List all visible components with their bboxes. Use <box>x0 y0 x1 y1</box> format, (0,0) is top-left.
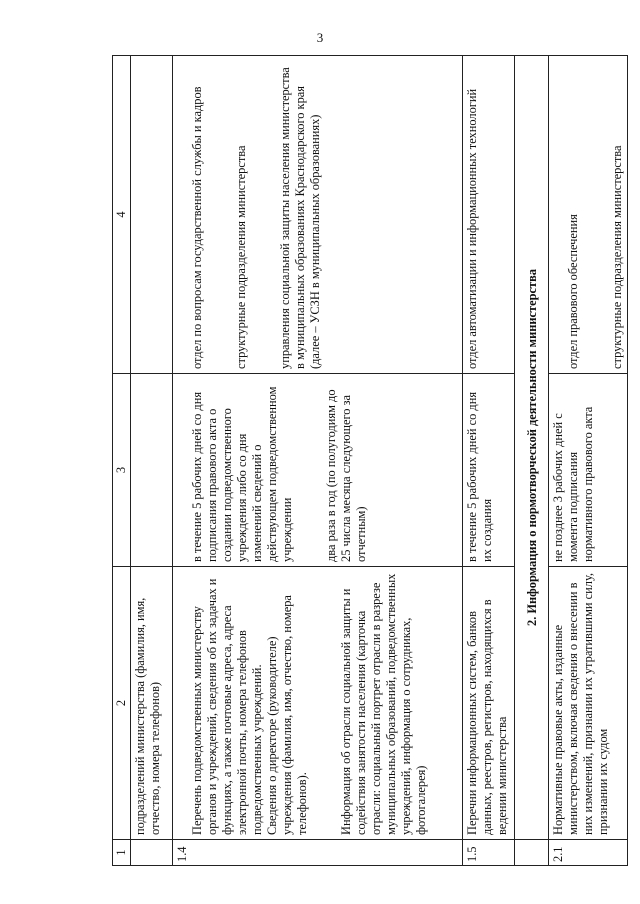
page-number: 3 <box>316 30 324 45</box>
rotated-table-container <box>112 56 624 866</box>
cell-num <box>515 840 549 866</box>
row-number: 1.4 <box>173 840 463 866</box>
resp-uszn: управления социальной защиты населения министерства в муниципальных образованиях Краснодарского края (далее – УСЗН в муниципальных образованиях) <box>278 67 322 369</box>
cell-resp <box>173 56 463 374</box>
cell-resp: отдел автоматизации и информационных технологий <box>463 56 515 374</box>
cell-term: не позднее 3 рабочих дней с момента подписания нормативного правового акта <box>549 374 628 567</box>
resp-legal-dept: отдел правового обеспечения <box>566 214 580 369</box>
header-cell-3: 3 <box>113 374 131 567</box>
table-row-1-5 <box>463 56 515 866</box>
info-industry-card: Информация об отрасли социальной защиты и содействия занятости населения (карточка отрасли: социальный портрет отрасли в разрезе муниципальных образований, подведомственных учреждений, информация о сотрудниках, фотогалерея) <box>339 573 428 835</box>
information-table <box>112 55 628 866</box>
header-cell-4: 4 <box>113 56 131 374</box>
row-number: 1.5 <box>463 840 515 866</box>
cell-num <box>131 840 173 866</box>
table-row-1-4 <box>173 56 463 866</box>
section-2-row <box>515 56 549 866</box>
term-semiannual: два раза в год (по полугодиям до 25 числа месяца следующего за отчетным) <box>324 389 368 562</box>
cell-info <box>173 567 463 840</box>
cell-resp <box>549 56 628 374</box>
cell-term: в течение 5 рабочих дней со дня их создания <box>463 374 515 567</box>
header-cell-2: 2 <box>113 567 131 840</box>
resp-personnel-dept: отдел по вопросам государственной службы и кадров <box>190 86 204 369</box>
section-title: 2. Информация о нормотворческой деятельности министерства <box>515 56 549 840</box>
resp-structural-units: структурные подразделения министерства <box>234 145 248 369</box>
info-subordinate-list: Перечень подведомственных министерству органов и учреждений, сведения об их задачах и функциях, а также почтовые адреса, адреса электронной почты, номера телефонов подведомственных учреждений. Сведения о директоре (руководителе) учреждения (фамилия, имя, отчество, номера телефонов). <box>190 578 309 835</box>
cell-term <box>131 374 173 567</box>
cell-info: Перечни информационных систем, банков данных, реестров, регистров, находящихся в ведении министерства <box>463 567 515 840</box>
row-number: 2.1 <box>549 840 628 866</box>
cell-resp <box>131 56 173 374</box>
table-row-continuation <box>131 56 173 866</box>
header-cell-1: 1 <box>113 840 131 866</box>
cell-info: подразделений министерства (фамилия, имя, отчество, номера телефонов) <box>131 567 173 840</box>
header-row <box>113 56 131 866</box>
resp-structural-units: структурные подразделения министерства <box>610 145 624 369</box>
table-row-2-1 <box>549 56 628 866</box>
cell-term <box>173 374 463 567</box>
cell-info: Нормативные правовые акты, изданные министерством, включая сведения о внесении в них изменений, признании их утратившими силу, признании их судом <box>549 567 628 840</box>
term-creation: в течение 5 рабочих дней со дня подписания правового акта о создании подведомственного учреждения либо со дня изменений сведений о действующем подведомственном учреждении <box>190 386 294 562</box>
